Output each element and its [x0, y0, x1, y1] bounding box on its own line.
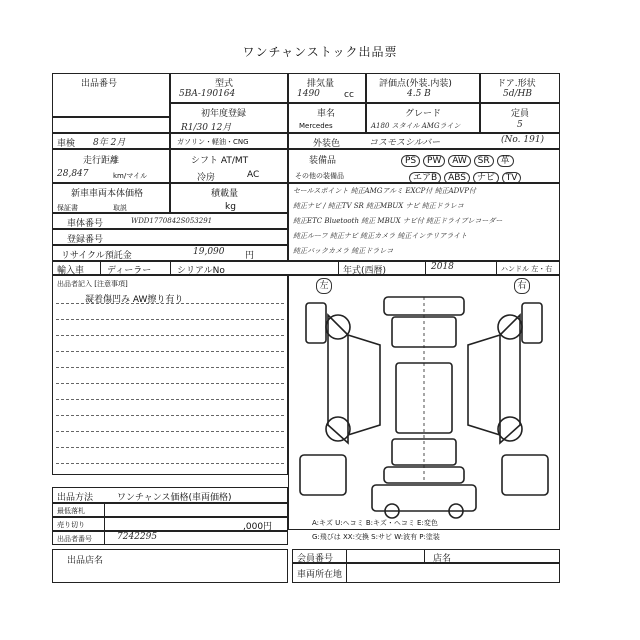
report-rule	[56, 415, 284, 416]
seller-id-cell	[52, 531, 288, 545]
chassis-value: WDD1770842S053291	[131, 217, 213, 225]
report-rule	[56, 383, 284, 384]
displacement-label: 排気量	[307, 79, 335, 89]
name-value: Mercedes	[299, 122, 333, 130]
shift-cell	[170, 149, 288, 183]
notes-line1: セールスポイント 純正AMGアルミ EXCP付 純正ADVP付	[293, 187, 476, 195]
method-label: 出品方法	[57, 493, 94, 503]
notes-line5: 純正バックカメラ 純正ドラレコ	[293, 247, 394, 255]
location-label: 車両所在地	[297, 570, 343, 580]
report-line1: 凝着傷凹み AW擦り有り	[85, 295, 184, 305]
model-cell	[170, 73, 288, 103]
reserve-label: 最低落札	[57, 507, 85, 515]
score-cell	[366, 73, 480, 103]
new-price-cell	[52, 183, 170, 213]
color-no: (No. 191)	[501, 135, 545, 145]
new-price-label: 新車車両本体価格	[71, 189, 144, 199]
first-reg-label: 初年度登録	[201, 109, 247, 119]
seller-id-value: 7242295	[117, 532, 158, 542]
ac-value: AC	[247, 170, 260, 180]
report-rule	[56, 399, 284, 400]
equip-navi: ナビ	[473, 172, 499, 183]
report-rule	[56, 335, 284, 336]
equipment-row2	[409, 170, 521, 183]
legend-line2: G:飛びは XX:交換 S:サビ W:波有 P:塗装	[312, 533, 440, 541]
contract-label: 売り切り	[57, 521, 85, 529]
left-label-text: 左	[319, 281, 329, 291]
report-rule	[56, 367, 284, 368]
notes-line4: 純正ルーフ 純正ナビ 純正カメラ 純正インテリアライト	[293, 232, 468, 240]
equip-aw: AW	[448, 155, 471, 167]
divider	[496, 261, 497, 275]
legend-line1: A:キズ U:ヘコミ B:キズ・ヘコミ E:変色	[312, 519, 438, 527]
store2-label: 店名	[433, 554, 452, 563]
recycle-unit: 円	[245, 251, 255, 261]
equip-leather: 革	[497, 155, 514, 167]
report-rule	[56, 447, 284, 448]
divider	[424, 549, 425, 563]
report-box	[52, 275, 288, 475]
displacement-value: 1490	[297, 89, 320, 99]
equipment-label: 装備品	[309, 156, 337, 166]
equip-tv: TV	[502, 172, 522, 183]
mileage-cell	[52, 149, 170, 183]
equip-sr: SR	[474, 155, 494, 167]
capacity-cell	[480, 103, 560, 133]
doors-label: ドア.形状	[497, 79, 536, 89]
color-cell	[288, 133, 560, 149]
price-value: ,000円	[243, 522, 273, 531]
divider	[170, 261, 171, 275]
notes-cell	[288, 183, 560, 261]
recycle-value: 19,090	[193, 247, 225, 257]
score-value: 4.5 B	[407, 89, 431, 99]
chassis-cell	[52, 213, 288, 229]
mileage-value: 28,847	[57, 169, 89, 179]
divider	[100, 261, 101, 275]
name-cell	[288, 103, 366, 133]
displacement-unit: cc	[344, 90, 354, 100]
store-label: 出品店名	[67, 556, 104, 566]
equip-ps: PS	[401, 155, 420, 167]
chassis-label: 車体番号	[67, 219, 104, 229]
inspection-value: 8年 2月	[93, 138, 126, 148]
serial-label: シリアルNo	[177, 266, 225, 275]
divider	[346, 549, 347, 583]
location-cell	[292, 563, 560, 583]
doors-value: 5d/HB	[503, 89, 532, 99]
divider	[338, 261, 339, 275]
member-cell	[292, 549, 560, 563]
load-label: 積載量	[211, 189, 239, 199]
equipment-cell	[288, 149, 560, 183]
shift-label: シフト AT/MT	[191, 156, 249, 166]
method-cell	[52, 487, 288, 503]
notes-line2: 純正ナビ / 純正TV SR 純正MBUX ナビ 純正ドラレコ	[293, 202, 464, 210]
equip-airbag: エアB	[409, 172, 441, 183]
mileage-label: 走行距離	[83, 156, 120, 166]
warranty-label: 保証書	[57, 204, 78, 212]
equip-abs: ABS	[444, 172, 470, 183]
equipment-others-label: その他の装備品	[295, 172, 344, 180]
inspection-label: 車検	[57, 139, 76, 149]
model-value: 5BA-190164	[179, 89, 236, 99]
reg-cell	[52, 229, 288, 245]
method-value: ワンチャンス価格(車両価格)	[117, 493, 232, 503]
ac-label: 冷房	[197, 173, 216, 183]
report-rule	[56, 463, 284, 464]
lot-no-lower	[52, 117, 170, 133]
grade-cell	[366, 103, 480, 133]
equip-pw: PW	[423, 155, 445, 167]
equipment-items	[401, 153, 514, 166]
divider	[425, 261, 426, 275]
first-reg-value: R1/30 12月	[181, 123, 232, 133]
mileage-unit: km/マイル	[113, 172, 148, 180]
report-rule	[56, 319, 284, 320]
color-label: 外装色	[313, 139, 341, 149]
first-reg-cell	[170, 103, 288, 133]
color-value: コスモスシルバー	[369, 138, 441, 148]
member-label: 会員番号	[297, 554, 334, 563]
reserve-cell	[52, 503, 288, 517]
grade-label: グレード	[405, 109, 442, 119]
car-diagram-icon	[288, 275, 560, 530]
report-header: 出品者記入 [注意事項]	[57, 280, 128, 288]
fuel-cell	[170, 133, 288, 149]
doors-cell	[480, 73, 560, 103]
import-label: 輸入車	[57, 266, 85, 275]
capacity-label: 定員	[511, 109, 530, 119]
divider	[104, 503, 105, 545]
name-label: 車名	[317, 109, 336, 119]
manual-label: 取説	[113, 204, 127, 212]
recycle-label: リサイクル預託金	[61, 251, 132, 261]
lot-no-label: 出品番号	[81, 79, 118, 89]
seller-id-label: 出品者番号	[57, 535, 92, 543]
report-rule	[56, 431, 284, 432]
dealer-label: ディーラー	[107, 266, 152, 275]
inspection-cell	[52, 133, 170, 149]
recycle-cell	[52, 245, 288, 261]
handle-label: ハンドル 左・右	[501, 265, 553, 273]
displacement-cell	[288, 73, 366, 103]
right-label-text: 右	[517, 281, 527, 291]
year-label: 年式(西暦)	[343, 266, 387, 275]
store-cell	[52, 549, 288, 583]
lot-no-cell	[52, 73, 170, 117]
load-unit: kg	[225, 202, 236, 212]
model-label: 型式	[215, 79, 234, 89]
reg-label: 登録番号	[67, 235, 104, 245]
contract-cell	[52, 517, 288, 531]
import-row	[52, 261, 560, 275]
page-title: ワンチャンストック出品票	[242, 45, 398, 59]
score-label: 評価点(外装.内装)	[379, 79, 452, 89]
report-rule	[56, 351, 284, 352]
notes-line3: 純正ETC Bluetooth 純正 MBUX ナビ付 純正ドライブレコーダー	[293, 217, 503, 225]
report-rule	[56, 303, 284, 304]
year-value: 2018	[431, 262, 454, 272]
grade-value: A180 スタイル AMGライン	[371, 122, 461, 130]
capacity-value: 5	[517, 120, 523, 130]
load-cell	[170, 183, 288, 213]
fuel-label: ガソリン・軽油・CNG	[177, 138, 249, 146]
